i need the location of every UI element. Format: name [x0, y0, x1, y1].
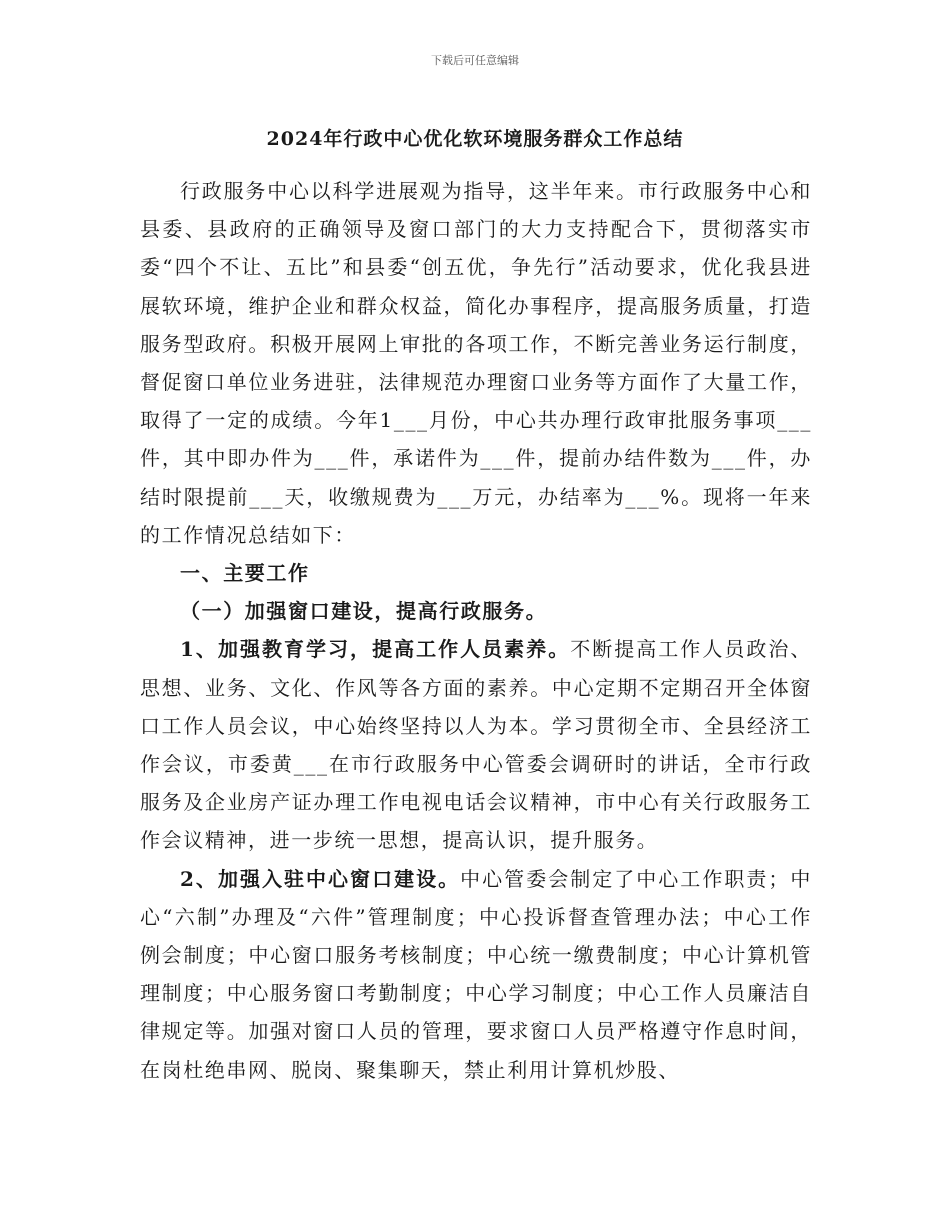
intro-paragraph: 行政服务中心以科学进展观为指导，这半年来。市行政服务中心和县委、县政府的正确领导及窗口部门的大力支持配合下，贯彻落实市委“四个不让、五比”和县委“创五优，争先行”活动要求，优化我县进展软环境，维护企业和群众权益，简化办事程序，提高服务质量，打造服务型政府。积极开展网上审批的各项工作，不断完善业务运行制度，督促窗口单位业务进驻，法律规范办理窗口业务等方面作了大量工作，取得了一定的成绩。今年1___月份，中心共办理行政审批服务事项___件，其中即办件为___件，承诺件为___件，提前办结件数为___件，办结时限提前___天，收缴规费为___万元，办结率为___%。现将一年来的工作情况总结如下：	[140, 179, 812, 547]
item-lead-education: 1、加强教育学习，提高工作人员素养。	[180, 637, 571, 662]
item-body-education: 不断提高工作人员政治、思想、业务、文化、作风等各方面的素养。中心定期不定期召开全体窗口工作人员会议，中心始终坚持以人为本。学习贯彻全市、全县经济工作会议，市委黄___在市行政服务中心管委会调研时的讲话，全市行政服务及企业房产证办理工作电视电话会议精神，市中心有关行政服务工作会议精神，进一步统一思想，提高认识，提升服务。	[140, 637, 812, 853]
subsection-heading-window-construction: （一）加强窗口建设，提高行政服务。	[180, 599, 548, 624]
header-note: 下载后可任意编辑	[431, 54, 519, 67]
item-body-window-building: 中心管委会制定了中心工作职责；中心“六制”办理及“六件”管理制度；中心投诉督查管理办法；中心工作例会制度；中心窗口服务考核制度；中心统一缴费制度；中心计算机管理制度；中心服务窗口考勤制度；中心学习制度；中心工作人员廉洁自律规定等。加强对窗口人员的管理，要求窗口人员严格遵守作息时间，在岗杜绝串网、脱岗、聚集聊天，禁止利用计算机炒股、	[140, 866, 812, 1082]
item-paragraph-education	[140, 630, 812, 859]
document-body	[140, 172, 812, 1089]
item-paragraph-window-building	[140, 860, 812, 1089]
section-heading-main-work: 一、主要工作	[180, 561, 310, 586]
document-title: 2024年行政中心优化软环境服务群众工作总结	[266, 128, 684, 150]
item-lead-window-building: 2、加强入驻中心窗口建设。	[180, 866, 461, 891]
